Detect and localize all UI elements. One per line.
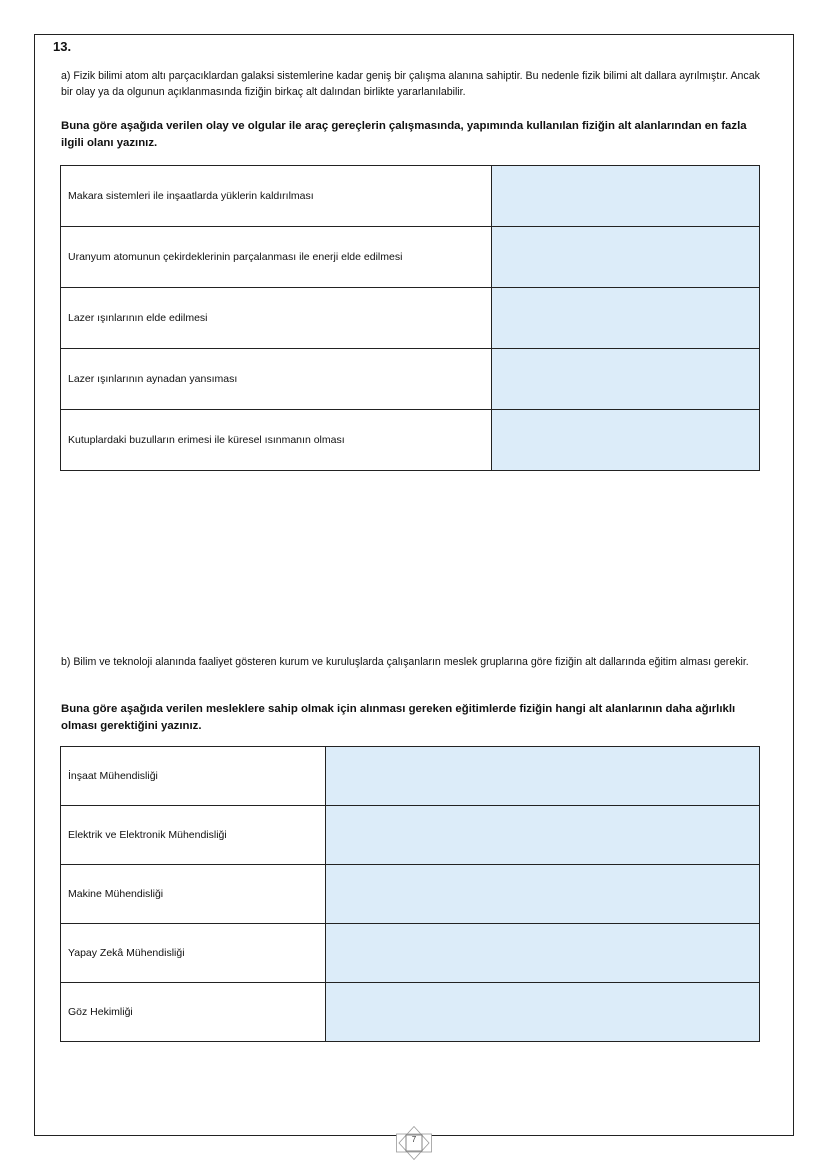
answer-cell[interactable] — [492, 227, 760, 288]
answer-cell[interactable] — [492, 349, 760, 410]
profession-label: İnşaat Mühendisliği — [61, 747, 326, 806]
part-a-table — [60, 165, 760, 471]
answer-input[interactable] — [326, 747, 759, 805]
event-label: Kutuplardaki buzulların erimesi ile küresel ısınmanın olması — [61, 410, 492, 471]
table-row — [61, 227, 760, 288]
table-row — [61, 166, 760, 227]
answer-input[interactable] — [326, 806, 759, 864]
answer-input[interactable] — [492, 166, 759, 226]
part-b-intro: b) Bilim ve teknoloji alanında faaliyet gösteren kurum ve kuruluşlarda çalışanların meslek gruplarına göre fiziğin alt dallarında eğitim alması gerekir. — [61, 656, 749, 668]
profession-label: Göz Hekimliği — [61, 983, 326, 1042]
table-row — [61, 865, 760, 924]
question-number: 13. — [53, 39, 72, 54]
answer-input[interactable] — [326, 865, 759, 923]
answer-input[interactable] — [492, 349, 759, 409]
profession-label: Elektrik ve Elektronik Mühendisliği — [61, 806, 326, 865]
table-row — [61, 349, 760, 410]
answer-cell[interactable] — [492, 166, 760, 227]
part-a-instruction: Buna göre aşağıda verilen olay ve olgular ile araç gereçlerin çalışmasında, yapımında kullanılan fiziğin alt alanlarından en fazla ilgili olanı yazınız. — [61, 120, 747, 149]
answer-cell[interactable] — [326, 924, 760, 983]
table-row — [61, 288, 760, 349]
table-row — [61, 747, 760, 806]
table-row — [61, 924, 760, 983]
event-label: Lazer ışınlarının aynadan yansıması — [61, 349, 492, 410]
event-label: Uranyum atomunun çekirdeklerinin parçalanması ile enerji elde edilmesi — [61, 227, 492, 288]
answer-input[interactable] — [326, 924, 759, 982]
answer-cell[interactable] — [492, 288, 760, 349]
part-b-table — [60, 746, 760, 1042]
answer-input[interactable] — [492, 227, 759, 287]
page-number-badge — [396, 1126, 432, 1160]
answer-cell[interactable] — [326, 747, 760, 806]
event-label: Lazer ışınlarının elde edilmesi — [61, 288, 492, 349]
profession-label: Makine Mühendisliği — [61, 865, 326, 924]
event-label: Makara sistemleri ile inşaatlarda yüklerin kaldırılması — [61, 166, 492, 227]
answer-cell[interactable] — [326, 806, 760, 865]
profession-label: Yapay Zekâ Mühendisliği — [61, 924, 326, 983]
answer-cell[interactable] — [326, 865, 760, 924]
part-a-intro: a) Fizik bilimi atom altı parçacıklardan galaksi sistemlerine kadar geniş bir çalışma alanına sahiptir. Bu nedenle fizik bilimi alt dallara ayrılmıştır. Ancak bir olay ya da olgunun açıklanmasında fiziğin birkaç alt dalından birlikte yararlanılabilir. — [61, 70, 760, 98]
table-row — [61, 983, 760, 1042]
answer-input[interactable] — [326, 983, 759, 1041]
answer-cell[interactable] — [326, 983, 760, 1042]
answer-input[interactable] — [492, 288, 759, 348]
part-b-instruction: Buna göre aşağıda verilen mesleklere sahip olmak için alınması gereken eğitimlerde fiziğin hangi alt alanlarının daha ağırlıklı olması gerektiğini yazınız. — [61, 703, 736, 732]
table-row — [61, 410, 760, 471]
table-row — [61, 806, 760, 865]
page-number: 7 — [411, 1135, 417, 1144]
answer-input[interactable] — [492, 410, 759, 470]
answer-cell[interactable] — [492, 410, 760, 471]
